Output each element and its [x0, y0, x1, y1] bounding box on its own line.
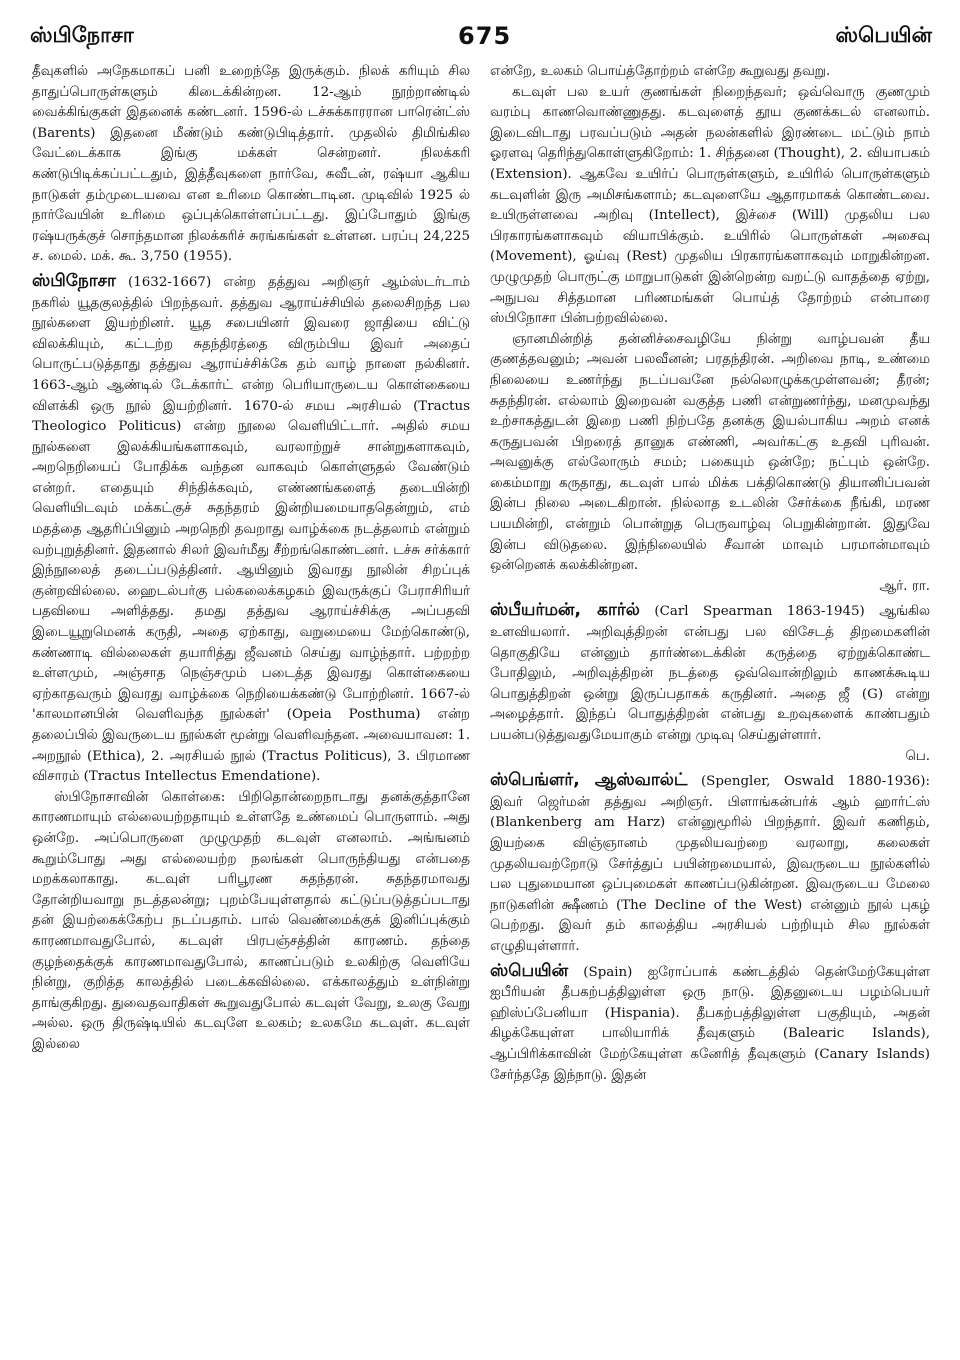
spearman-body: (Carl Spearman 1863-1945) ஆங்கில உளவியலார். அறிவுத்திறன் என்பது பல விசேடத் திறமைகளின் தொகுதியே என்னும் தார்ண்டைக்கின் கருத்தை ஏற்றுக்கொண்ட போதிலும், அறிவுத்திறன் நடத்தை ஒவ்வொன்றிலும் காணக்கூடிய பொதுத்திறன் ஒன்று இருப்பதாகக் கருதினர். அதை ஜீ (G) என்று அழைத்தார். இந்தப் பொதுத்திறன் என்பது உறவுகளைக் காண்பதும் பயன்படுத்துவதுமேயாகும் என்று முடிவு செய்துள்ளார். [490, 604, 930, 743]
spinoza-continuation-paragraph: என்றே, உலகம் பொய்த்தோற்றம் என்றே கூறுவது தவறு. [490, 64, 831, 79]
header-right-keyword: ஸ்பெயின் [835, 22, 932, 47]
spengler-body: (Spengler, Oswald 1880-1936): இவர் ஜெர்மன் தத்துவ அறிஞர். பிளாங்கன்பர்க் ஆம் ஹார்ட்ஸ் (Blankenberg am Harz) என்னுமூரில் பிறந்தார். இவர் கணிதம், இயற்கை விஞ்ஞானம் முதலியவற்றை வரலாறு, கலைகள் முதலியவற்றோடு சேர்த்துப் பயின்றமையால், இவருடைய நூல்களில் பல புதுமையான ஒப்புமைகள் காணப்படுகின்றன. இவருடைய மேலை நாடுகளின் க்ஷீணம் (The Decline of the West) என்னும் நூல் புகழ் பெற்றது. இவர் தம் காலத்திய அரசியல் பற்றியும் சில நூல்கள் எழுதியுள்ளார். [490, 774, 930, 954]
page-header [30, 16, 932, 56]
right-column [490, 62, 930, 1352]
left-column [32, 62, 470, 1352]
svalbard-continuation-paragraph: தீவுகளில் அநேகமாகப் பனி உறைந்தே இருக்கும். நிலக் கரியும் சில தாதுப்பொருள்களும் கிடைக்கின்றன. 12-ஆம் நூற்றாண்டில் வைக்கிங்குகள் இதனைக் கண்டனர். 1596-ல் டச்சுக்காரரான பாரென்ட்ஸ் (Barents) இதனை மீண்டும் கண்டுபிடித்தார். முதலில் திமிங்கில வேட்டைக்காக இங்கு மக்கள் சென்றனர். நிலக்கரி கண்டுபிடிக்கப்பட்டதும், இத்தீவுகளை நார்வே, சுவீடன், ரஷ்யா ஆகிய நாடுகள் தம்முடையவை என உரிமை கொண்டாடின. முடிவில் 1925 ல் நார்வேயின் உரிமை ஒப்புக்கொள்ளப்பட்டது. இப்போதும் இங்கு ரஷ்யருக்குச் சொந்தமான நிலக்கரிச் சுரங்கங்கள் உள்ளன. பரப்பு 24,225 ச. மைல். மக். கூ. 3,750 (1955). [32, 64, 470, 265]
spinoza-doctrine-paragraph: ஸ்பிநோசாவின் கொள்கை: பிறிதொன்றைநாடாது தனக்குத்தானே காரணமாயும் எல்லையற்றதாயும் உள்ளதே உண்மைப் பொருளாம். அது ஒன்றே. அப்பொருளை முழுமுதற் கடவுள் எனலாம். அங்ஙனம் கூறும்போது அது எல்லையற்ற நலங்கள் பொருந்தியது என்பதை மறக்கலாகாது. கடவுள் பரிபூரண சுதந்தரன். சுதந்தரமாவது தோன்றியவாறு நடத்தலன்று; புறம்பேயுள்ளதால் கட்டுப்படுத்தப்படாது தன் இயற்கைக்கேற்ப நடப்பதாம். பால் வெண்மைக்குக் இனிப்புக்கும் காரணமாவதுபோல், கடவுள் பிரபஞ்சத்தின் காரணம். தந்தை குழந்தைக்குக் காரணமாவதுபோல், காணப்படும் உலகிற்கு வெளியே நின்று, குறித்த காலத்தில் படைக்கவில்லை. எக்காலத்தும் உள்நின்று தாங்குகிறது. துவைதவாதிகள் கூறுவதுபோல் கடவுள் வேறு, உலகு வேறு அல்ல. ஒரு திருஷ்டியில் கடவுளே உலகம்; உலகமே கடவுள். கடவுள் இல்லை [32, 789, 470, 1052]
spinoza-attributes-paragraph: கடவுள் பல உயர் குணங்கள் நிறைந்தவர்; ஒவ்வொரு குணமும் வரம்பு காணவொண்ணுதது. கடவுளைத் தூய குணக்கடல் எனலாம். இடைவிடாது பரவப்படும் அதன் நலன்களில் இரண்டை மட்டும் நாம் ஓரளவு தெரிந்துகொள்ளுகிறோம்: 1. சிந்தனை (Thought), 2. வியாபகம் (Extension). ஆகவே உயிர்ப் பொருள்களும், உயிரில் பொருள்களும் கடவுளின் இரு அமிசங்களாம்; கடவுளையே ஆதாரமாகக் கொண்டவை. உயிருள்ளவை அறிவு (Intellect), இச்சை (Will) முதலிய பல பிரகாரங்களாகவும் வியாபிக்கும். உயிரில் பொருள்கள் அசைவு (Movement), ஓய்வு (Rest) முதலிய பிரகாரங்களாகவும் மாறுகின்றன. முழுமுதற் பொருட்கு மாறுபாடுகள் இன்றென்ற வறட்டு வாதத்தை ஏற்று, அநுபவ சித்தமான பரிணமங்கள் பொய்த் தோற்றம் என்பாரை ஸ்பிநோசா பின்பற்றவில்லை. [490, 84, 930, 327]
spinoza-entry [32, 271, 470, 788]
author-signature: ஆர். ரா. [879, 578, 930, 594]
spain-headword: ஸ்பெயின் [490, 960, 569, 981]
spengler-entry [490, 770, 930, 957]
spearman-headword: ஸ்பீயர்மன், கார்ல் [490, 600, 640, 621]
spain-entry [490, 961, 930, 1087]
author-signature: பெ. [905, 748, 930, 764]
spinoza-headword: ஸ்பிநோசா [32, 270, 116, 291]
spinoza-body: (1632-1667) என்ற தத்துவ அறிஞர் ஆம்ஸ்டர்டாம் நகரில் யூதகுலத்தில் பிறந்தவர். தத்துவ ஆராய்ச்சியில் தலைசிறந்த பல நூல்களை இயற்றினர். யூத சபையினர் இவரை ஜாதியை விட்டு விலக்கியும், கட்டற்ற சுதந்திரத்தை விரும்பிய இவர் அதைப் பொருட்படுத்தாது தத்துவ ஆராய்ச்சிக்கே தம் வாழ் நாளை நல்கினர். 1663-ஆம் ஆண்டில் டேக்கார்ட் என்ற பெரியாருடைய கொள்கையை விளக்கி ஒரு நூல் இயற்றினர். 1670-ல் சமய அரசியல் (Tractus Theologico Politicus) என்ற நூலை வெளியிட்டார். அதில் சமய நூல்களை இலக்கியங்களாகவும், வரலாற்றுச் சான்றுகளாகவும், அறநெறியைப் போதிக்க வந்தன வாகவும் கொள்ளுதல் வேண்டும் என்றர். எதையும் சிந்திக்கவும், எண்ணங்களைத் தடையின்றி வெளியிடவும் மக்கட்குச் சுதந்தரம் இன்றியமையாததென்றும், எம் மதத்தை ஆதரிப்பினும் அறநெறி தவறாது வாழ்க்கை நடத்தலாம் என்றும் வற்புறுத்தினர். இதனால் சிலர் இவர்மீது சீற்றங்கொண்டனர். டச்சு சர்க்கார் இந்நூலைத் தடைப்படுத்தினர். ஆயினும் இவரது நூலின் சிறப்புக் குன்றவில்லை. ஹைடல்பர்கு பல்கலைக்கழகம் இவருக்குப் பேராசிரியர் பதவியை அளித்தது. தமது தத்துவ ஆராய்ச்சிக்கு அப்பதவி இடையூறுமெனக் கருதி, அதை ஏற்காது, வறுமையை மேற்கொண்டு, கண்ணாடி வில்லைகள் தயாரித்து ஜீவனம் செய்து வாழ்ந்தார். பற்றற்ற உள்ளமும், அஞ்சாத நெஞ்சமும் படைத்த இவரது கொள்கையை ஏற்காதவரும் இவரது வாழ்க்கை நெறியைக்கண்டு போற்றினர். 1667-ல் 'காலமானபின் வெளிவந்த நூல்கள்' (Opeia Posthuma) என்ற தலைப்பில் இவருடைய நூல்கள் மூன்று வெளிவந்தன. அவையாவன: 1. அறநூல் (Ethica), 2. அரசியல் நூல் (Tractus Politicus), 3. பிரமாண விசாரம் (Tractus Intellectus Emendatione). [32, 274, 470, 785]
spinoza-ethics-paragraph: ஞானமின்றித் தன்னிச்சைவழியே நின்று வாழ்பவன் தீய குணத்தவனும்; அவன் பலவீனன்; பரதந்திரன். அறிவை நாடி, உண்மை நிலையை உணர்ந்து நடப்பவனே நல்லொழுக்கமுள்ளவன்; தீரன்; சுதந்திரன். எல்லாம் இறைவன் வகுத்த பணி என்றுணர்ந்து, மனமுவந்து உற்சாகத்துடன் இறை பணி நிற்பதே தனக்கு இயல்பாகிய அறம் எனக் கருதுபவன் பிறரைத் தானுக எண்ணி, அவர்கட்கு உதவி புரிவன். அவனுக்கு எல்லோரும் சமம்; பகையும் ஒன்றே; நட்பும் ஒன்றே. கைம்மாறு கருதாது, கடவுள் பால் மிக்க பக்திகொண்டு தியானிப்பவன் இன்ப நிலை அடைகிறான். நில்லாத உடலின் சேர்க்கை நீங்கி, மரண பயமின்றி, என்றும் பொன்றுத பெருவாழ்வு பெறுகின்றான். இதுவே இன்ப விடுதலை. இந்நிலையில் சீவான் மாவும் பரமான்மாவும் ஒன்றெனக் கலக்கின்றன. [490, 331, 930, 574]
spearman-entry [490, 600, 930, 746]
header-left-keyword: ஸ்பிநோசா [30, 22, 134, 47]
page-number: 675 [458, 22, 512, 50]
spengler-headword: ஸ்பெங்ளர், ஆஸ்வால்ட் [490, 770, 688, 791]
spain-body: (Spain) ஐரோப்பாக் கண்டத்தில் தென்மேற்கேயுள்ள ஐபீரியன் தீபகற்பத்திலுள்ள ஒரு நாடு. இதனுடைய பழம்பெயர் ஹிஸ்ப்பேனியா (Hispania). தீபகற்பத்திலுள்ள பகுதியும், அதன் கிழக்கேயுள்ள பாலியாரிக் தீவுகளும் (Balearic Islands), ஆப்பிரிக்காவின் மேற்கேயுள்ள கனேரித் தீவுகளும் (Canary Islands) சேர்ந்ததே இந்நாடு. இதன் [490, 964, 930, 1083]
